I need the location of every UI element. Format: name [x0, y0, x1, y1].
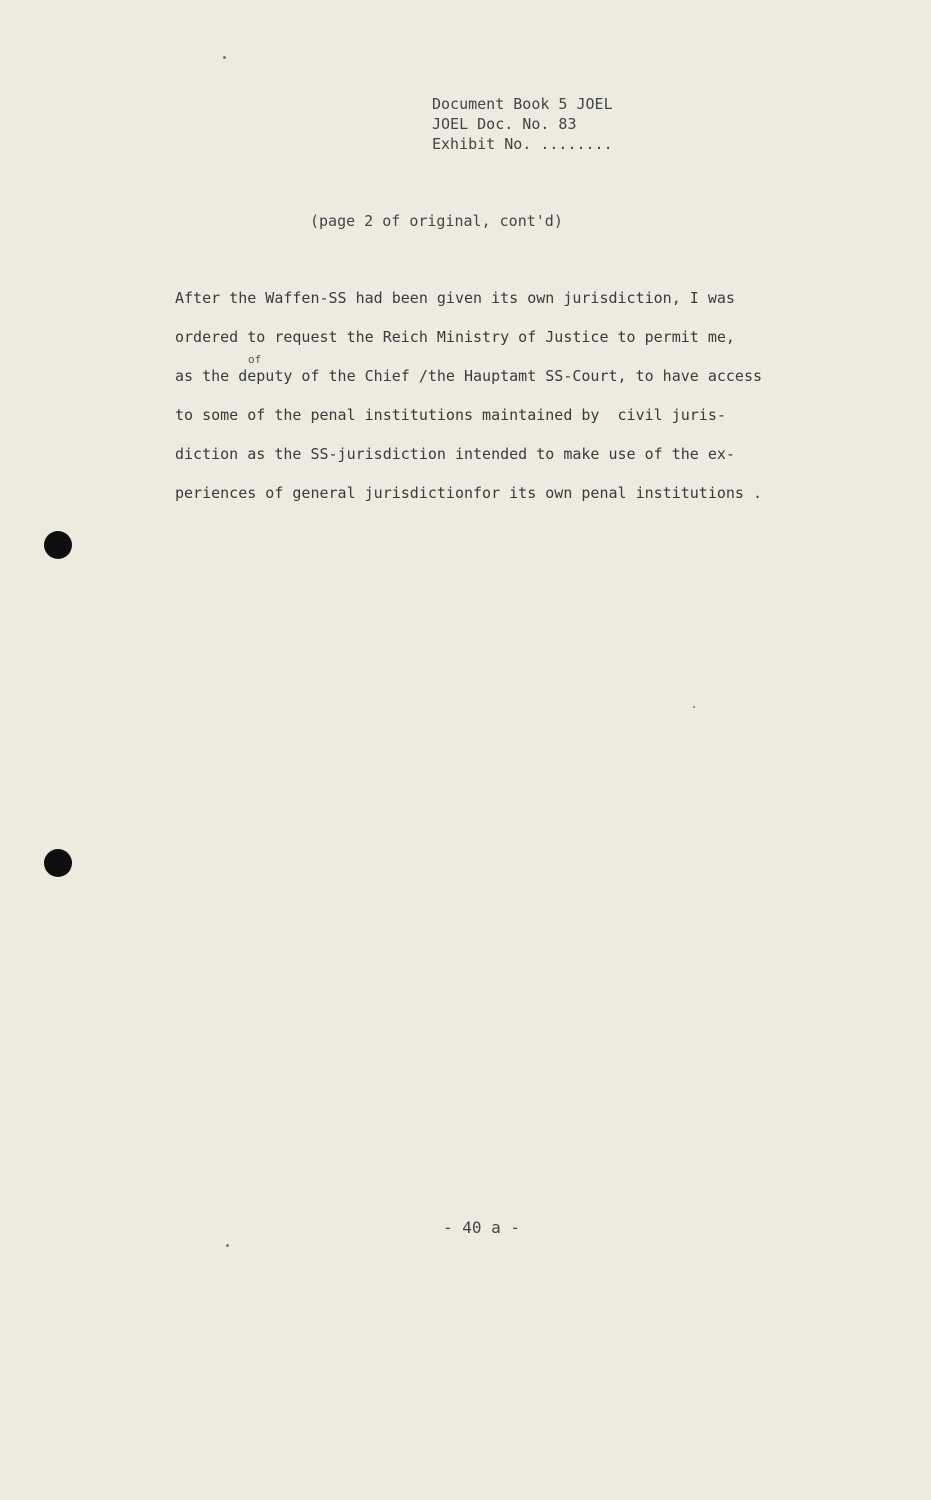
body-line: as the deputy of the Chief /the Hauptamt SS-Court, to have access [175, 367, 762, 385]
punch-hole-top [44, 531, 72, 559]
body-line: After the Waffen-SS had been given its own jurisdiction, I was [175, 289, 735, 307]
header-doc-number: JOEL Doc. No. 83 [432, 115, 577, 133]
page-number: - 40 a - [443, 1218, 521, 1237]
body-line: ordered to request the Reich Ministry of Justice to permit me, [175, 328, 735, 346]
header-document-book: Document Book 5 JOEL [432, 95, 613, 113]
body-line: periences of general jurisdictionfor its own penal institutions . [175, 484, 762, 502]
paper-speck [226, 1244, 229, 1247]
body-line: diction as the SS-jurisdiction intended to make use of the ex- [175, 445, 735, 463]
punch-hole-bottom [44, 849, 72, 877]
interlinear-insertion: of [248, 353, 262, 366]
paper-speck [223, 56, 226, 59]
continuation-note: (page 2 of original, cont'd) [310, 212, 563, 230]
paper-speck [693, 706, 695, 708]
body-text [175, 287, 795, 521]
header-exhibit-number: Exhibit No. ........ [432, 135, 613, 153]
body-line: to some of the penal institutions maintained by civil juris- [175, 406, 726, 424]
document-header [432, 94, 613, 154]
